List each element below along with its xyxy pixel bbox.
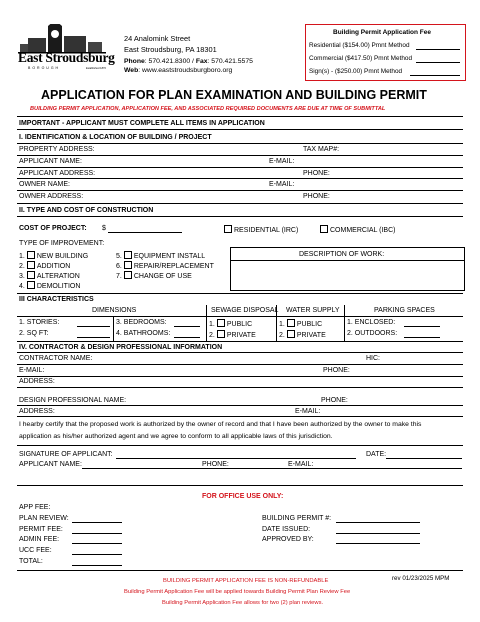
- sqft-label: 2. SQ FT:: [19, 330, 49, 337]
- design-phone-label: PHONE:: [321, 397, 348, 404]
- type-6[interactable]: [116, 261, 214, 270]
- applicant-phone-label: PHONE:: [303, 170, 330, 177]
- owner-email-label: E-MAIL:: [269, 181, 295, 188]
- fee-box: [305, 24, 466, 81]
- web-label: Web: [124, 67, 139, 74]
- footer-line1: BUILDING PERMIT APPLICATION FEE IS NON-REFUNDABLE: [163, 578, 329, 584]
- plan-review-label: PLAN REVIEW:: [19, 515, 69, 522]
- owner-address-label: OWNER ADDRESS:: [19, 193, 84, 200]
- applicant-phone-sig-label: PHONE:: [202, 461, 229, 468]
- fee-row-sign: Sign(s) - ($250.00) Pmnt Method: [309, 68, 403, 75]
- commercial-checkbox[interactable]: [320, 225, 328, 233]
- admin-fee-label: ADMIN FEE:: [19, 536, 60, 543]
- fee-box-title: Building Permit Application Fee: [333, 29, 431, 36]
- type-3-label: ALTERATION: [36, 273, 80, 280]
- property-address-label: PROPERTY ADDRESS:: [19, 146, 95, 153]
- residential-checkbox[interactable]: [224, 225, 232, 233]
- app-fee-label: APP FEE:: [19, 504, 51, 511]
- total-label: TOTAL:: [19, 558, 43, 565]
- fee-row-commercial: Commercial ($417.50) Pmnt Method: [309, 55, 413, 62]
- hic-label: HIC:: [366, 355, 380, 362]
- type-5-label: EQUIPMENT INSTALL: [133, 253, 206, 260]
- permit-fee-label: PERMIT FEE:: [19, 526, 63, 533]
- type-3-checkbox[interactable]: [27, 271, 35, 279]
- revision-label: rev 01/23/2025 MPM: [392, 575, 450, 582]
- tax-map-label: TAX MAP#:: [303, 146, 340, 153]
- phone-fax-line: [124, 58, 253, 65]
- web-line: [124, 67, 232, 74]
- applicant-address-label: APPLICANT ADDRESS:: [19, 170, 96, 177]
- col-dimensions: DIMENSIONS: [92, 307, 137, 314]
- type-7-checkbox[interactable]: [124, 271, 132, 279]
- approved-by-label: APPROVED BY:: [262, 536, 314, 543]
- applicant-name-sig-label: APPLICANT NAME:: [19, 461, 82, 468]
- type-2[interactable]: [19, 261, 70, 270]
- sewage-public-label: PUBLIC: [226, 321, 253, 328]
- logo-sub: BOROUGH: [28, 66, 61, 70]
- sewage-private-label: PRIVATE: [226, 332, 256, 339]
- type-2-label: ADDITION: [36, 263, 71, 270]
- borough-logo: [18, 24, 115, 74]
- type-4[interactable]: [19, 281, 80, 290]
- water-private-label: PRIVATE: [296, 332, 326, 339]
- parking-outdoors-label: 2. OUTDOORS:: [347, 330, 398, 337]
- signature-label: SIGNATURE OF APPLICANT:: [19, 451, 113, 458]
- web-value: : www.eaststroudsburgboro.org: [138, 67, 233, 74]
- water-public[interactable]: [279, 319, 322, 328]
- design-address-label: ADDRESS:: [19, 408, 55, 415]
- type-3[interactable]: [19, 271, 80, 280]
- bedrooms-label: 3. BEDROOMS:: [116, 319, 167, 326]
- page-subtitle: BUILDING PERMIT APPLICATION, APPLICATION FEE, AND ASSOCIATED REQUIRED DOCUMENTS ARE DUE AT TIME OF SUBMITTAL: [30, 106, 386, 112]
- design-email-label: E-MAIL:: [295, 408, 321, 415]
- contractor-phone-label: PHONE:: [323, 367, 350, 374]
- footer-line3: Building Permit Application Fee allows for two (2) plan reviews.: [162, 600, 324, 606]
- contractor-address-label: ADDRESS:: [19, 378, 55, 385]
- fax-label: Fax: [195, 58, 208, 65]
- section1-heading: I. IDENTIFICATION & LOCATION OF BUILDING / PROJECT: [19, 134, 212, 141]
- water-public-checkbox[interactable]: [287, 319, 295, 327]
- water-private-checkbox[interactable]: [287, 330, 295, 338]
- type-1-checkbox[interactable]: [27, 251, 35, 259]
- sewage-private-checkbox[interactable]: [217, 330, 225, 338]
- bathrooms-label: 4. BATHROOMS:: [116, 330, 171, 337]
- residential-label: RESIDENTIAL (IRC): [234, 227, 299, 234]
- commercial-option[interactable]: [318, 225, 395, 234]
- type-7-label: CHANGE OF USE: [133, 273, 192, 280]
- applicant-name-label: APPLICANT NAME:: [19, 158, 82, 165]
- footer-line2: Building Permit Application Fee will be applied towards Building Permit Plan Review Fee: [124, 589, 351, 595]
- logo-est: Established 1870: [86, 67, 106, 70]
- col-water: WATER SUPPLY: [286, 307, 340, 314]
- sewage-public-num: 1.: [209, 321, 215, 328]
- address-line2: East Stroudsburg, PA 18301: [124, 45, 217, 54]
- type-improvement-label: TYPE OF IMPROVEMENT:: [19, 240, 105, 247]
- type-5-checkbox[interactable]: [124, 251, 132, 259]
- important-note: IMPORTANT - APPLICANT MUST COMPLETE ALL ITEMS IN APPLICATION: [19, 120, 265, 127]
- type-4-checkbox[interactable]: [27, 281, 35, 289]
- fax-value: : 570.421.5575: [207, 58, 253, 65]
- owner-name-label: OWNER NAME:: [19, 181, 70, 188]
- permit-number-label: BUILDING PERMIT #:: [262, 515, 332, 522]
- type-5-num: 5.: [116, 253, 122, 260]
- design-name-label: DESIGN PROFESSIONAL NAME:: [19, 397, 127, 404]
- type-1[interactable]: [19, 251, 88, 260]
- type-1-label: NEW BUILDING: [36, 253, 89, 260]
- phone-value: : 570.421.8300 /: [144, 58, 196, 65]
- type-7[interactable]: [116, 271, 192, 280]
- col-parking: PARKING SPACES: [374, 307, 435, 314]
- type-6-checkbox[interactable]: [124, 261, 132, 269]
- section3-heading: III CHARACTERISTICS: [19, 296, 94, 303]
- date-issued-label: DATE ISSUED:: [262, 526, 311, 533]
- section2-heading: II. TYPE AND COST OF CONSTRUCTION: [19, 207, 154, 214]
- certify-text-2: application as his/her authorized agent and we agree to conform to all applicable laws of this jurisdiction.: [19, 433, 333, 440]
- logo-text: East Stroudsburg: [18, 50, 115, 65]
- type-2-num: 2.: [19, 263, 25, 270]
- type-3-num: 3.: [19, 273, 25, 280]
- type-7-num: 7.: [116, 273, 122, 280]
- water-private-num: 2.: [279, 332, 285, 339]
- description-box[interactable]: [230, 247, 465, 291]
- water-public-label: PUBLIC: [296, 321, 323, 328]
- cost-label: COST OF PROJECT:: [19, 225, 87, 232]
- type-1-num: 1.: [19, 253, 25, 260]
- applicant-email-label: E-MAIL:: [269, 158, 295, 165]
- contractor-email-label: E-MAIL:: [19, 367, 45, 374]
- dollar-sign: $: [102, 225, 106, 232]
- address-line1: 24 Analomink Street: [124, 34, 191, 43]
- type-5[interactable]: [116, 251, 205, 260]
- type-4-num: 4.: [19, 283, 25, 290]
- type-4-label: DEMOLITION: [36, 283, 81, 290]
- office-use-heading: FOR OFFICE USE ONLY:: [202, 493, 284, 500]
- ucc-fee-label: UCC FEE:: [19, 547, 52, 554]
- applicant-email-sig-label: E-MAIL:: [288, 461, 314, 468]
- page-title: APPLICATION FOR PLAN EXAMINATION AND BUILDING PERMIT: [41, 88, 427, 102]
- type-2-checkbox[interactable]: [27, 261, 35, 269]
- section4-heading: IV. CONTRACTOR & DESIGN PROFESSIONAL INFORMATION: [19, 344, 223, 351]
- owner-phone-label: PHONE:: [303, 193, 330, 200]
- fee-row-residential: Residential ($154.00) Pmnt Method: [309, 42, 410, 49]
- phone-label: Phone: [124, 58, 145, 65]
- col-sewage: SEWAGE DISPOSAL: [211, 307, 279, 314]
- sewage-public-checkbox[interactable]: [217, 319, 225, 327]
- water-private[interactable]: [279, 330, 326, 339]
- water-public-num: 1.: [279, 321, 285, 328]
- residential-option[interactable]: [222, 225, 298, 234]
- certify-text-1: I hearby certify that the proposed work is authorized by the owner of record and that I have been authorized by the owner to make this: [19, 421, 422, 428]
- stories-label: 1. STORIES:: [19, 319, 60, 326]
- date-label: DATE:: [366, 451, 387, 458]
- sewage-public[interactable]: [209, 319, 252, 328]
- type-6-label: REPAIR/REPLACEMENT: [133, 263, 214, 270]
- parking-enclosed-label: 1. ENCLOSED:: [347, 319, 396, 326]
- contractor-name-label: CONTRACTOR NAME:: [19, 355, 93, 362]
- commercial-label: COMMERCIAL (IBC): [330, 227, 396, 234]
- sewage-private-num: 2.: [209, 332, 215, 339]
- description-label: DESCRIPTION OF WORK:: [299, 251, 385, 258]
- sewage-private[interactable]: [209, 330, 256, 339]
- type-6-num: 6.: [116, 263, 122, 270]
